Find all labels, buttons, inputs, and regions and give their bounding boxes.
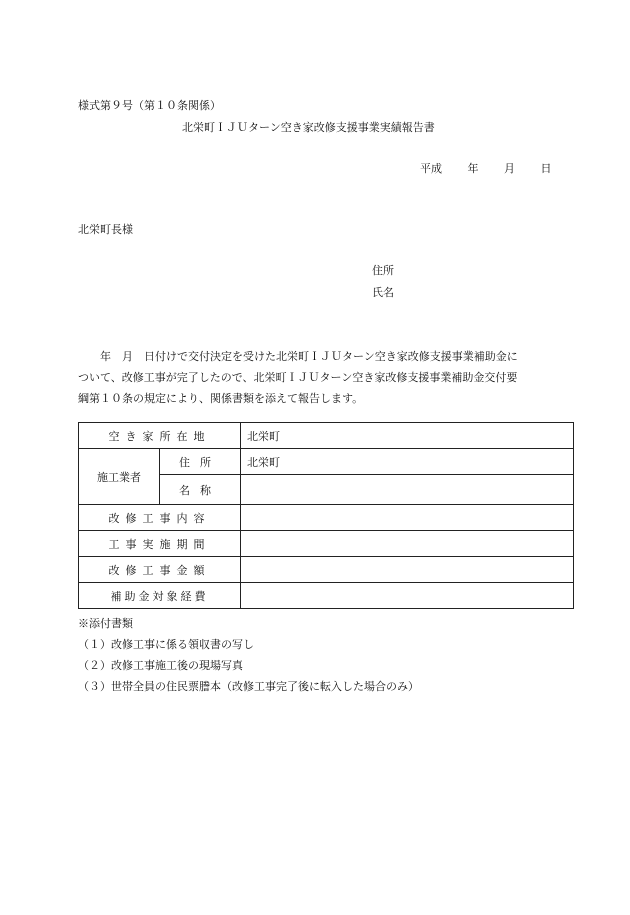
attachment-item: （１）改修工事に係る領収書の写し [78,638,254,651]
report-body [78,346,556,409]
table-row [79,531,574,557]
table-row [79,583,574,609]
attachments-section [78,613,419,697]
work-content-value [241,505,574,531]
applicant-name-label: 氏名 [372,286,394,299]
attachment-item: （２）改修工事施工後の現場写真 [78,659,243,672]
table-row [79,423,574,449]
subsidy-cost-value [241,583,574,609]
work-amount-value [241,557,574,583]
location-value: 北栄町 [241,423,574,449]
table-row [79,505,574,531]
date-line [420,163,552,174]
date-era: 平成 [420,162,442,175]
attachment-item: （３）世帯全員の住民票謄本（改修工事完了後に転入した場合のみ） [78,680,419,693]
date-day: 日 [540,162,552,175]
body-line-2: ついて、改修工事が完了したので、北栄町ＩＪＵターン空き家改修支援事業補助金交付要 [78,371,518,384]
work-period-value [241,531,574,557]
work-amount-label: 改修工事金額 [79,557,241,583]
document-title: 北栄町ＩＪＵターン空き家改修支援事業実績報告書 [182,121,435,134]
subsidy-cost-label: 補助金対象経費 [79,583,241,609]
report-table [78,422,574,609]
work-content-label: 改修工事内容 [79,505,241,531]
work-period-label: 工事実施期間 [79,531,241,557]
form-number: 様式第９号（第１０条関係） [78,99,221,112]
table-row [79,557,574,583]
body-line-3: 綱第１０条の規定により、関係書類を添えて報告します。 [78,392,364,405]
contractor-address-label: 住所 [160,449,241,475]
addressee: 北栄町長様 [78,223,133,236]
attachments-heading: ※添付書類 [78,617,133,630]
location-label: 空き家所在地 [79,423,241,449]
contractor-label: 施工業者 [79,449,160,505]
table-row [79,449,574,475]
body-line-1: 年 月 日付けで交付決定を受けた北栄町ＩＪＵターン空き家改修支援事業補助金に [100,350,518,363]
contractor-name-label: 名称 [160,475,241,505]
date-year: 年 [467,162,479,175]
date-month: 月 [504,162,515,175]
contractor-name-value [241,475,574,505]
contractor-address-value: 北栄町 [241,449,574,475]
applicant-address-label: 住所 [372,264,394,277]
